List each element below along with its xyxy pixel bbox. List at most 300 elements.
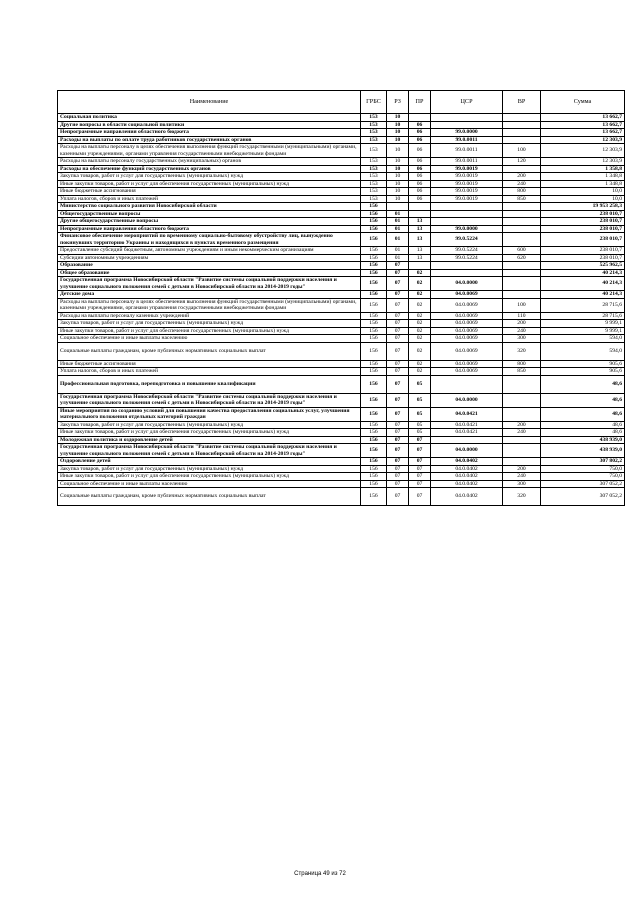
cell-pr: 13 [409,233,431,247]
cell-csr: 04.0.0000 [431,444,503,458]
cell-sum: 238 010,7 [541,254,625,262]
cell-rz: 10 [387,144,409,158]
cell-csr: 04.0.0069 [431,298,503,312]
table-body [58,114,625,506]
table-row [58,158,625,166]
cell-csr: 04.0.0069 [431,320,503,328]
cell-sum: 12 303,9 [541,136,625,144]
cell-rz: 07 [387,429,409,437]
cell-sum: 438 939,0 [541,444,625,458]
cell-grbs: 156 [361,473,387,481]
cell-csr: 99.0.0019 [431,165,503,173]
cell-name: Государственная программа Новосибирской области "Развитие системы социальной поддержки населения и улучшение социального положения семей с детьми в Новосибирской области на 2014-2019 годы" [58,277,361,291]
cell-pr: 07 [409,480,431,488]
cell-pr: 07 [409,458,431,466]
cell-vr: 620 [503,254,541,262]
cell-vr [503,407,541,421]
cell-grbs: 156 [361,421,387,429]
table-row [58,210,625,218]
table-row [58,488,625,506]
cell-vr: 200 [503,173,541,181]
table-row [58,458,625,466]
cell-rz: 10 [387,173,409,181]
cell-sum: 48,6 [541,429,625,437]
cell-name: Иные закупки товаров, работ и услуг для обеспечения государственных (муниципальных) нужд [58,180,361,188]
cell-pr [409,210,431,218]
table-row [58,360,625,368]
cell-name: Образование [58,262,361,270]
table-header-row [58,91,625,114]
cell-grbs: 156 [361,269,387,277]
header-name: Наименование [58,91,361,114]
cell-csr: 04.0.0402 [431,473,503,481]
cell-sum: 750,0 [541,465,625,473]
cell-vr: 300 [503,335,541,343]
header-vr: ВР [503,91,541,114]
cell-grbs: 156 [361,233,387,247]
cell-name: Расходы на выплаты по оплате труда работников государственных органов [58,136,361,144]
cell-rz: 07 [387,436,409,444]
cell-name: Расходы на выплаты персоналу казенных учреждений [58,312,361,320]
cell-grbs: 153 [361,114,387,122]
table-row [58,233,625,247]
cell-vr: 200 [503,465,541,473]
cell-sum: 28 715,6 [541,312,625,320]
cell-pr: 07 [409,465,431,473]
table-row [58,247,625,255]
page-number: Страница 49 из 72 [294,871,346,877]
cell-grbs: 156 [361,225,387,233]
cell-csr: 04.0.0069 [431,342,503,360]
cell-sum: 13 662,7 [541,121,625,129]
cell-sum: 28 715,6 [541,298,625,312]
cell-pr: 05 [409,407,431,421]
cell-csr: 99.0.0019 [431,180,503,188]
cell-vr: 300 [503,480,541,488]
cell-rz: 07 [387,488,409,506]
cell-name: Уплата налогов, сборов и иных платежей [58,368,361,376]
cell-grbs: 156 [361,368,387,376]
cell-grbs: 153 [361,158,387,166]
table-row [58,465,625,473]
cell-name: Финансовое обеспечение мероприятий по временному социально-бытовому обустройству лиц, вынужденно покинувших территорию Украины и находящихся в пунктах временного размещения [58,233,361,247]
cell-vr [503,114,541,122]
cell-sum: 438 939,0 [541,436,625,444]
cell-pr: 02 [409,277,431,291]
cell-rz: 07 [387,277,409,291]
table-row [58,393,625,407]
table-row [58,480,625,488]
cell-name: Социальное обеспечение и иные выплаты населению [58,480,361,488]
table-row [58,180,625,188]
cell-name: Иные закупки товаров, работ и услуг для обеспечения государственных (муниципальных) нужд [58,327,361,335]
budget-table-container [57,90,624,506]
cell-rz: 10 [387,136,409,144]
cell-csr: 99.0.0000 [431,129,503,137]
cell-name: Другие общегосударственные вопросы [58,218,361,226]
header-pr: ПР [409,91,431,114]
cell-grbs: 156 [361,360,387,368]
table-row [58,195,625,203]
cell-sum: 48,6 [541,407,625,421]
cell-csr: 99.0.5224 [431,233,503,247]
cell-sum: 1 348,8 [541,173,625,181]
cell-vr [503,203,541,211]
cell-name: Оздоровление детей [58,458,361,466]
table-row [58,218,625,226]
cell-sum: 40 214,3 [541,277,625,291]
cell-name: Расходы на обеспечение функций государственных органов [58,165,361,173]
cell-name: Молодежная политика и оздоровление детей [58,436,361,444]
cell-pr: 06 [409,158,431,166]
cell-name: Расходы на выплаты персоналу в целях обеспечения выполнения функций государственными (муниципальными) органами, казенными учреждениями, органами управления государственными внебюджетными фондами [58,144,361,158]
cell-sum: 12 303,9 [541,158,625,166]
cell-vr: 100 [503,298,541,312]
table-row [58,368,625,376]
cell-csr: 04.0.0402 [431,465,503,473]
cell-grbs: 156 [361,210,387,218]
cell-name: Расходы на выплаты персоналу в целях обеспечения выполнения функций государственными (муниципальными) органами, казенными учреждениями, органами управления государственными внебюджетными фондами [58,298,361,312]
cell-pr: 02 [409,342,431,360]
cell-pr: 13 [409,254,431,262]
table-row [58,225,625,233]
cell-grbs: 156 [361,254,387,262]
cell-csr [431,375,503,393]
cell-name: Субсидии автономным учреждениям [58,254,361,262]
cell-vr [503,458,541,466]
cell-name: Иные закупки товаров, работ и услуг для обеспечения государственных (муниципальных) нужд [58,429,361,437]
cell-name: Социальные выплаты гражданам, кроме публичных нормативных социальных выплат [58,488,361,506]
cell-vr: 100 [503,144,541,158]
cell-pr: 05 [409,375,431,393]
cell-name: Министерство социального развития Новосибирской области [58,203,361,211]
cell-name: Иные мероприятия по созданию условий для повышения качества предоставления социальных услуг, улучшения материального положения отдельных категорий граждан [58,407,361,421]
table-row [58,188,625,196]
cell-sum: 1 358,8 [541,165,625,173]
cell-rz: 10 [387,180,409,188]
cell-grbs: 156 [361,458,387,466]
cell-name: Закупка товаров, работ и услуг для государственных (муниципальных) нужд [58,320,361,328]
cell-csr: 99.0.0000 [431,225,503,233]
cell-sum: 9 999,1 [541,327,625,335]
cell-sum: 48,6 [541,421,625,429]
cell-rz: 10 [387,129,409,137]
cell-pr: 07 [409,436,431,444]
table-row [58,254,625,262]
cell-rz: 07 [387,393,409,407]
cell-grbs: 153 [361,136,387,144]
cell-name: Непрограммные направления областного бюджета [58,225,361,233]
cell-rz: 07 [387,444,409,458]
cell-pr: 02 [409,269,431,277]
cell-pr: 02 [409,360,431,368]
cell-pr: 02 [409,291,431,299]
cell-vr: 240 [503,180,541,188]
cell-rz: 07 [387,368,409,376]
cell-vr: 240 [503,473,541,481]
cell-vr [503,269,541,277]
cell-rz: 10 [387,114,409,122]
cell-grbs: 153 [361,129,387,137]
cell-csr: 04.0.0069 [431,291,503,299]
table-row [58,269,625,277]
cell-rz: 10 [387,195,409,203]
cell-pr: 02 [409,335,431,343]
cell-rz: 10 [387,188,409,196]
cell-csr [431,436,503,444]
cell-pr: 05 [409,393,431,407]
cell-vr [503,210,541,218]
cell-rz: 07 [387,291,409,299]
cell-vr: 320 [503,342,541,360]
cell-grbs: 156 [361,407,387,421]
table-row [58,407,625,421]
cell-rz: 07 [387,320,409,328]
cell-pr: 06 [409,188,431,196]
cell-grbs: 156 [361,429,387,437]
cell-grbs: 156 [361,393,387,407]
cell-csr: 04.0.0402 [431,488,503,506]
cell-vr: 800 [503,188,541,196]
cell-pr: 13 [409,225,431,233]
table-row [58,136,625,144]
cell-grbs: 156 [361,312,387,320]
cell-rz: 07 [387,421,409,429]
cell-vr [503,291,541,299]
cell-grbs: 156 [361,203,387,211]
cell-rz: 01 [387,254,409,262]
header-csr: ЦСР [431,91,503,114]
cell-pr: 06 [409,121,431,129]
cell-vr: 200 [503,320,541,328]
cell-name: Профессиональная подготовка, переподготовка и повышение квалификации [58,375,361,393]
cell-pr: 02 [409,298,431,312]
cell-name: Закупка товаров, работ и услуг для государственных (муниципальных) нужд [58,465,361,473]
cell-vr: 240 [503,327,541,335]
cell-grbs: 153 [361,165,387,173]
cell-vr [503,121,541,129]
cell-rz: 07 [387,335,409,343]
cell-csr [431,203,503,211]
cell-pr [409,203,431,211]
cell-rz: 01 [387,225,409,233]
cell-sum: 307 802,2 [541,458,625,466]
table-row [58,312,625,320]
table-row [58,342,625,360]
cell-rz: 07 [387,360,409,368]
cell-pr: 06 [409,144,431,158]
cell-vr [503,165,541,173]
cell-csr: 99.0.5224 [431,254,503,262]
cell-name: Непрограммные направления областного бюджета [58,129,361,137]
cell-csr: 04.0.0421 [431,421,503,429]
table-row [58,144,625,158]
cell-sum: 238 010,7 [541,218,625,226]
header-sum: Сумма [541,91,625,114]
cell-rz: 07 [387,458,409,466]
cell-pr: 02 [409,320,431,328]
cell-name: Расходы на выплаты персоналу государственных (муниципальных) органов [58,158,361,166]
cell-grbs: 153 [361,188,387,196]
cell-vr [503,136,541,144]
table-row [58,473,625,481]
cell-vr [503,262,541,270]
cell-rz: 07 [387,342,409,360]
cell-vr [503,375,541,393]
cell-name: Общее образование [58,269,361,277]
cell-sum: 1 348,8 [541,180,625,188]
cell-pr [409,114,431,122]
cell-name: Государственная программа Новосибирской области "Развитие системы социальной поддержки населения и улучшение социального положения семей с детьми в Новосибирской области на 2014-2019 годы" [58,393,361,407]
table-row [58,173,625,181]
cell-grbs: 156 [361,488,387,506]
cell-sum: 594,0 [541,335,625,343]
cell-sum: 238 010,7 [541,247,625,255]
cell-csr: 04.0.0402 [431,480,503,488]
cell-vr [503,225,541,233]
cell-vr [503,129,541,137]
cell-grbs: 156 [361,262,387,270]
budget-table [57,90,625,506]
cell-grbs: 153 [361,144,387,158]
table-row [58,114,625,122]
cell-rz: 10 [387,165,409,173]
cell-sum: 10,0 [541,195,625,203]
cell-csr: 04.0.0069 [431,360,503,368]
cell-grbs: 156 [361,465,387,473]
cell-sum: 9 999,1 [541,320,625,328]
cell-csr: 04.0.0000 [431,277,503,291]
cell-vr: 110 [503,312,541,320]
cell-name: Закупка товаров, работ и услуг для государственных (муниципальных) нужд [58,421,361,429]
table-row [58,129,625,137]
cell-rz: 07 [387,312,409,320]
cell-grbs: 156 [361,444,387,458]
cell-grbs: 156 [361,298,387,312]
cell-csr: 99.0.0011 [431,136,503,144]
cell-vr: 600 [503,247,541,255]
cell-pr: 06 [409,165,431,173]
cell-pr: 02 [409,312,431,320]
cell-name: Предоставление субсидий бюджетным, автономным учреждениям и иным некоммерческим организациям [58,247,361,255]
table-row [58,320,625,328]
cell-pr: 02 [409,327,431,335]
cell-pr: 06 [409,180,431,188]
cell-sum: 238 010,7 [541,225,625,233]
cell-name: Закупка товаров, работ и услуг для государственных (муниципальных) нужд [58,173,361,181]
cell-grbs: 156 [361,291,387,299]
cell-csr: 04.0.0402 [431,458,503,466]
cell-csr: 04.0.0069 [431,327,503,335]
table-row [58,429,625,437]
cell-sum: 238 010,7 [541,233,625,247]
cell-rz: 07 [387,327,409,335]
cell-vr [503,218,541,226]
cell-grbs: 156 [361,480,387,488]
table-row [58,277,625,291]
cell-csr: 99.0.0011 [431,158,503,166]
cell-vr [503,444,541,458]
cell-rz: 07 [387,480,409,488]
cell-csr: 99.0.0019 [431,188,503,196]
cell-vr: 320 [503,488,541,506]
cell-sum: 307 052,2 [541,480,625,488]
cell-rz: 01 [387,218,409,226]
cell-sum: 525 962,5 [541,262,625,270]
cell-name: Иные бюджетные ассигнования [58,360,361,368]
cell-name: Другие вопросы в области социальной политики [58,121,361,129]
cell-sum: 905,6 [541,368,625,376]
cell-pr: 13 [409,247,431,255]
cell-name: Уплата налогов, сборов и иных платежей [58,195,361,203]
cell-rz: 07 [387,473,409,481]
cell-sum: 19 953 258,3 [541,203,625,211]
cell-pr: 02 [409,368,431,376]
cell-rz: 01 [387,247,409,255]
table-row [58,375,625,393]
cell-sum: 594,0 [541,342,625,360]
cell-pr: 06 [409,136,431,144]
cell-grbs: 156 [361,218,387,226]
cell-rz: 07 [387,375,409,393]
table-row [58,165,625,173]
cell-sum: 13 662,7 [541,114,625,122]
cell-pr: 07 [409,473,431,481]
cell-vr [503,393,541,407]
table-row [58,421,625,429]
header-rz: РЗ [387,91,409,114]
cell-sum: 12 303,9 [541,144,625,158]
cell-sum: 10,0 [541,188,625,196]
table-row [58,444,625,458]
cell-grbs: 156 [361,327,387,335]
cell-rz: 07 [387,262,409,270]
cell-grbs: 153 [361,173,387,181]
cell-name: Социальные выплаты гражданам, кроме публичных нормативных социальных выплат [58,342,361,360]
cell-pr: 06 [409,129,431,137]
cell-grbs: 153 [361,121,387,129]
cell-csr [431,269,503,277]
cell-csr: 04.0.0421 [431,429,503,437]
cell-pr: 13 [409,218,431,226]
cell-vr [503,233,541,247]
cell-grbs: 156 [361,436,387,444]
cell-vr: 850 [503,195,541,203]
cell-pr: 05 [409,429,431,437]
cell-rz: 07 [387,407,409,421]
cell-name: Социальное обеспечение и иные выплаты населению [58,335,361,343]
cell-rz: 01 [387,210,409,218]
cell-grbs: 156 [361,247,387,255]
table-row [58,327,625,335]
cell-grbs: 156 [361,320,387,328]
cell-csr: 99.0.0019 [431,173,503,181]
cell-name: Детские дома [58,291,361,299]
cell-name: Социальная политика [58,114,361,122]
cell-name: Иные бюджетные ассигнования [58,188,361,196]
cell-rz [387,203,409,211]
cell-csr: 99.0.0011 [431,144,503,158]
cell-pr: 07 [409,444,431,458]
cell-vr: 800 [503,360,541,368]
table-row [58,335,625,343]
cell-pr: 07 [409,488,431,506]
cell-vr: 200 [503,421,541,429]
table-row [58,291,625,299]
cell-csr: 04.0.0069 [431,368,503,376]
cell-sum: 48,6 [541,375,625,393]
table-row [58,121,625,129]
